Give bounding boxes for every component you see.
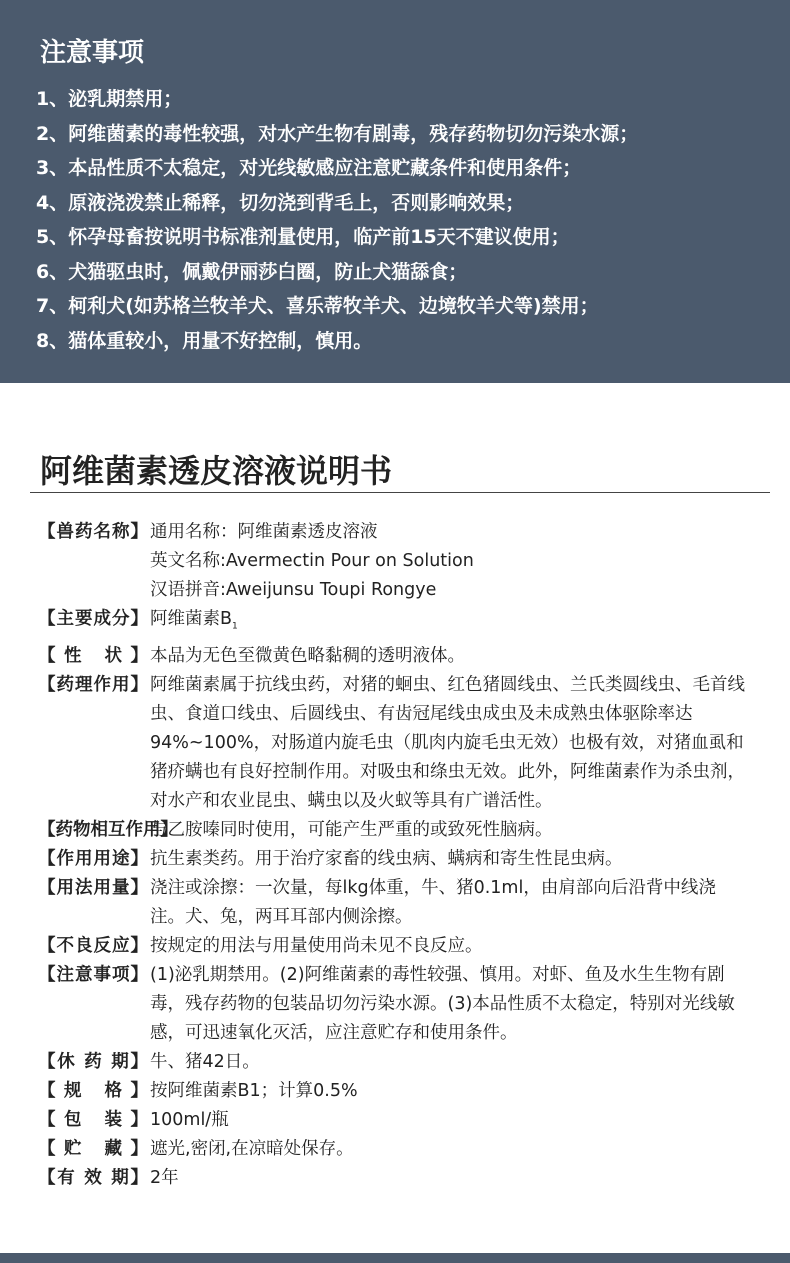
manual-row <box>38 1135 750 1164</box>
row-text: 100ml/瓶 <box>150 1109 229 1130</box>
manual-row <box>38 874 750 932</box>
notice-item: 1、泌乳期禁用； <box>36 88 183 110</box>
row-text: 与乙胺嗪同时使用，可能产生严重的或致死性脑病。 <box>150 819 553 840</box>
notice-item: 8、猫体重较小，用量不好控制，慎用。 <box>36 329 373 352</box>
manual-row <box>38 1048 750 1077</box>
row-text: 按阿维菌素B1；计算0.5% <box>150 1080 358 1101</box>
row-label: 【用法用量】 <box>38 877 148 898</box>
row-label: 【注意事项】 <box>38 964 148 985</box>
row-drug-name <box>38 518 750 605</box>
row-label: 【包 装】 <box>38 1109 148 1130</box>
row-text: 本品为无色至微黄色略黏稠的透明液体。 <box>150 645 465 666</box>
row-label: 【规 格】 <box>38 1080 148 1101</box>
notice-title: 注意事项 <box>40 38 145 68</box>
row-text: 牛、猪42日。 <box>150 1051 260 1072</box>
title-divider <box>30 492 770 493</box>
pinyin-name: 汉语拼音:Aweijunsu Toupi Rongye <box>150 580 437 600</box>
manual-row <box>38 961 750 1048</box>
row-label: 【作用用途】 <box>38 848 148 869</box>
manual-row <box>38 816 750 845</box>
manual-row <box>38 1164 750 1193</box>
row-text: 遮光,密闭,在凉暗处保存。 <box>150 1138 354 1159</box>
notice-item: 5、怀孕母畜按说明书标准剂量使用，临产前15天不建议使用； <box>36 226 570 248</box>
row-label: 【主要成分】 <box>38 609 148 629</box>
bottom-bar <box>0 1253 790 1263</box>
notice-item: 6、犬猫驱虫时，佩戴伊丽莎白圈，防止犬猫舔食； <box>36 260 468 283</box>
row-label: 【性 状】 <box>38 645 148 666</box>
notice-item: 4、原液浇泼禁止稀释，切勿浇到背毛上，否则影响效果； <box>36 191 525 214</box>
row-label: 【有 效 期】 <box>38 1167 148 1188</box>
ingredient-text: 阿维菌素B <box>150 609 233 629</box>
row-text: 按规定的用法与用量使用尚未见不良反应。 <box>150 935 483 956</box>
manual-row <box>38 1077 750 1106</box>
row-text: 2年 <box>150 1167 179 1188</box>
row-label: 【不良反应】 <box>38 935 148 956</box>
manual-row <box>38 671 750 816</box>
manual-row <box>38 932 750 961</box>
row-label: 【药理作用】 <box>38 674 148 695</box>
ingredient-subscript: 1 <box>232 621 238 632</box>
notice-panel <box>0 0 790 383</box>
generic-name: 通用名称：阿维菌素透皮溶液 <box>150 522 378 542</box>
row-label: 【贮 藏】 <box>38 1138 148 1159</box>
row-label: 【休 药 期】 <box>38 1051 148 1072</box>
row-label: 【兽药名称】 <box>38 522 148 542</box>
manual-title: 阿维菌素透皮溶液说明书 <box>40 452 393 490</box>
row-text: (1)泌乳期禁用。(2)阿维菌素的毒性较强、慎用。对虾、鱼及水生生物有剧毒，残存药物的包装品切勿污染水源。(3)本品性质不太稳定，特别对光线敏感，可迅速氧化灭活，应注意贮存和使用条件。 <box>150 964 735 1043</box>
notice-item: 7、柯利犬(如苏格兰牧羊犬、喜乐蒂牧羊犬、边境牧羊犬等)禁用； <box>36 295 599 317</box>
row-text: 抗生素类药。用于治疗家畜的线虫病、螨病和寄生性昆虫病。 <box>150 848 623 869</box>
row-text: 浇注或涂擦：一次量，每lkg体重，牛、猪0.1ml，由肩部向后沿背中线浇注。犬、兔，两耳耳部内侧涂擦。 <box>150 877 716 927</box>
row-ingredient <box>38 605 750 642</box>
manual-row <box>38 1106 750 1135</box>
notice-list <box>36 82 638 358</box>
row-label: 【药物相互作用】 <box>38 819 178 840</box>
row-text: 阿维菌素属于抗线虫药，对猪的蛔虫、红色猪圆线虫、兰氏类圆线虫、毛首线虫、食道口线虫、后圆线虫、有齿冠尾线虫成虫及未成熟虫体驱除率达94%~100%，对肠道内旋毛虫（肌肉内旋毛虫无效）也极有效，对猪血虱和猪疥螨也有良好控制作用。对吸虫和绦虫无效。此外，阿维菌素作为杀虫剂，对水产和农业昆虫、螨虫以及火蚁等具有广谱活性。 <box>150 674 745 811</box>
notice-item: 2、阿维菌素的毒性较强，对水产生物有剧毒，残存药物切勿污染水源； <box>36 122 639 145</box>
notice-item: 3、本品性质不太稳定，对光线敏感应注意贮藏条件和使用条件； <box>36 157 582 179</box>
english-name: 英文名称:Avermectin Pour on Solution <box>150 551 474 571</box>
manual-body <box>38 518 750 1193</box>
manual-row <box>38 642 750 671</box>
manual-row <box>38 845 750 874</box>
